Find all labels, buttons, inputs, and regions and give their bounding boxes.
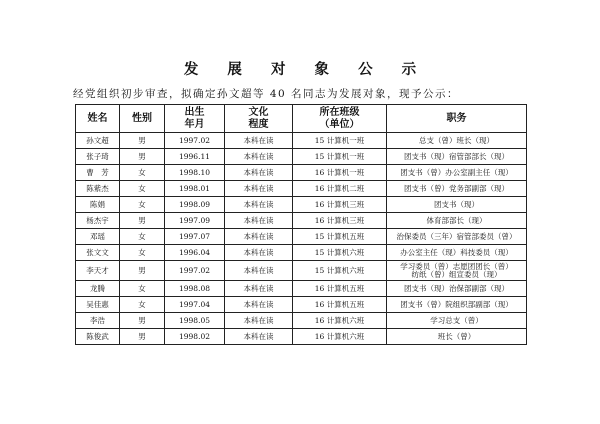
cell-name: 曹 芳 <box>76 165 120 181</box>
cell-name: 张文文 <box>76 245 120 261</box>
header-birth: 出生 年月 <box>165 105 225 133</box>
cell-education: 本科在读 <box>225 245 293 261</box>
cell-birth: 1998.10 <box>165 165 225 181</box>
intro-text: 经党组织初步审查，拟确定孙文超等 40 名同志为发展对象，现予公示： <box>73 88 460 100</box>
cell-duty <box>387 229 527 245</box>
cell-name: 吴佳惠 <box>76 297 120 313</box>
cell-birth: 1998.01 <box>165 181 225 197</box>
cell-birth: 1997.07 <box>165 229 225 245</box>
cell-education: 本科在读 <box>225 329 293 345</box>
cell-birth: 1996.04 <box>165 245 225 261</box>
cell-class: 16 计算机六班 <box>293 313 387 329</box>
cell-class: 16 计算机五班 <box>293 297 387 313</box>
cell-birth: 1998.02 <box>165 329 225 345</box>
table-row <box>76 213 527 229</box>
header-education: 文化 程度 <box>225 105 293 133</box>
cell-gender: 女 <box>120 229 165 245</box>
cell-education: 本科在读 <box>225 281 293 297</box>
duty-line: 治保委员（三年）宿管部委员（曾） <box>396 231 517 241</box>
cell-gender: 女 <box>120 245 165 261</box>
duty-line: 学习总支（曾） <box>430 315 483 325</box>
cell-class: 15 计算机五班 <box>293 229 387 245</box>
cell-name: 陈娟 <box>76 197 120 213</box>
cell-education: 本科在读 <box>225 297 293 313</box>
cell-birth: 1996.11 <box>165 149 225 165</box>
table-row <box>76 165 527 181</box>
cell-duty <box>387 133 527 149</box>
table-row <box>76 181 527 197</box>
table-row <box>76 329 527 345</box>
cell-gender: 男 <box>120 133 165 149</box>
cell-name: 杨杰宇 <box>76 213 120 229</box>
cell-class: 15 计算机六班 <box>293 245 387 261</box>
duty-line: 团支书（现）宿管部部长（现） <box>404 151 509 161</box>
table-row <box>76 149 527 165</box>
cell-class: 16 计算机二班 <box>293 181 387 197</box>
cell-class: 15 计算机一班 <box>293 149 387 165</box>
cell-name: 邓瑶 <box>76 229 120 245</box>
table-row <box>76 281 527 297</box>
cell-education: 本科在读 <box>225 133 293 149</box>
table-row <box>76 245 527 261</box>
duty-line: 办公室主任（现）科技委员（现） <box>400 247 513 257</box>
table-row <box>76 313 527 329</box>
cell-duty <box>387 313 527 329</box>
cell-name: 张子琦 <box>76 149 120 165</box>
cell-birth: 1997.04 <box>165 297 225 313</box>
cell-gender: 男 <box>120 149 165 165</box>
cell-name: 李天才 <box>76 261 120 281</box>
cell-class: 16 计算机六班 <box>293 329 387 345</box>
duty-line: 团支书（现）治保部副部（现） <box>404 283 509 293</box>
page-title: 发 展 对 象 公 示 <box>183 61 429 78</box>
cell-birth: 1997.02 <box>165 261 225 281</box>
candidates-table <box>75 104 527 345</box>
cell-name: 陈俊武 <box>76 329 120 345</box>
duty-line: 团支书（曾）办公室副主任（现） <box>400 167 513 177</box>
cell-name: 孙文超 <box>76 133 120 149</box>
duty-line: 团支书（曾）党务部副部（现） <box>404 183 509 193</box>
cell-gender: 男 <box>120 261 165 281</box>
cell-gender: 女 <box>120 165 165 181</box>
cell-duty <box>387 245 527 261</box>
cell-name: 陈紫杰 <box>76 181 120 197</box>
cell-gender: 女 <box>120 297 165 313</box>
duty-line: 团支书（现） <box>434 199 479 209</box>
cell-duty <box>387 261 527 281</box>
cell-class: 16 计算机三班 <box>293 213 387 229</box>
header-gender: 性别 <box>120 105 165 133</box>
duty-line: 团支书（曾）院组织部副部（现） <box>400 299 513 309</box>
cell-name: 龙腾 <box>76 281 120 297</box>
cell-gender: 女 <box>120 197 165 213</box>
cell-duty <box>387 181 527 197</box>
cell-name: 李浩 <box>76 313 120 329</box>
header-class: 所在班级 （单位） <box>293 105 387 133</box>
cell-education: 本科在读 <box>225 181 293 197</box>
header-duty: 职务 <box>387 105 527 133</box>
cell-birth: 1998.05 <box>165 313 225 329</box>
cell-duty <box>387 197 527 213</box>
cell-duty <box>387 165 527 181</box>
cell-gender: 男 <box>120 213 165 229</box>
cell-class: 16 计算机三班 <box>293 197 387 213</box>
table-row <box>76 229 527 245</box>
table-row <box>76 133 527 149</box>
cell-gender: 男 <box>120 313 165 329</box>
cell-birth: 1997.02 <box>165 133 225 149</box>
cell-gender: 男 <box>120 329 165 345</box>
table-row <box>76 197 527 213</box>
cell-duty <box>387 297 527 313</box>
cell-gender: 女 <box>120 181 165 197</box>
cell-education: 本科在读 <box>225 165 293 181</box>
cell-education: 本科在读 <box>225 229 293 245</box>
duty-line-2: 纺纸（曾）组宣委员（现） <box>411 269 502 279</box>
cell-duty <box>387 213 527 229</box>
cell-education: 本科在读 <box>225 313 293 329</box>
cell-class: 15 计算机六班 <box>293 261 387 281</box>
cell-gender: 女 <box>120 281 165 297</box>
table-header-row <box>76 105 527 133</box>
duty-line: 体育部部长（现） <box>426 215 487 225</box>
cell-duty <box>387 149 527 165</box>
cell-birth: 1998.08 <box>165 281 225 297</box>
table-row <box>76 261 527 281</box>
cell-birth: 1998.09 <box>165 197 225 213</box>
table-row <box>76 297 527 313</box>
cell-class: 16 计算机一班 <box>293 165 387 181</box>
cell-birth: 1997.09 <box>165 213 225 229</box>
cell-duty <box>387 329 527 345</box>
cell-class: 16 计算机五班 <box>293 281 387 297</box>
cell-education: 本科在读 <box>225 197 293 213</box>
cell-education: 本科在读 <box>225 149 293 165</box>
cell-duty <box>387 281 527 297</box>
cell-education: 本科在读 <box>225 261 293 281</box>
cell-class: 15 计算机一班 <box>293 133 387 149</box>
cell-education: 本科在读 <box>225 213 293 229</box>
duty-line: 学习委员（曾）志愿团团长（曾） <box>400 261 513 271</box>
duty-line: 班长（曾） <box>437 331 476 341</box>
header-name: 姓名 <box>76 105 120 133</box>
duty-line: 总支（曾）班长（现） <box>419 135 494 145</box>
